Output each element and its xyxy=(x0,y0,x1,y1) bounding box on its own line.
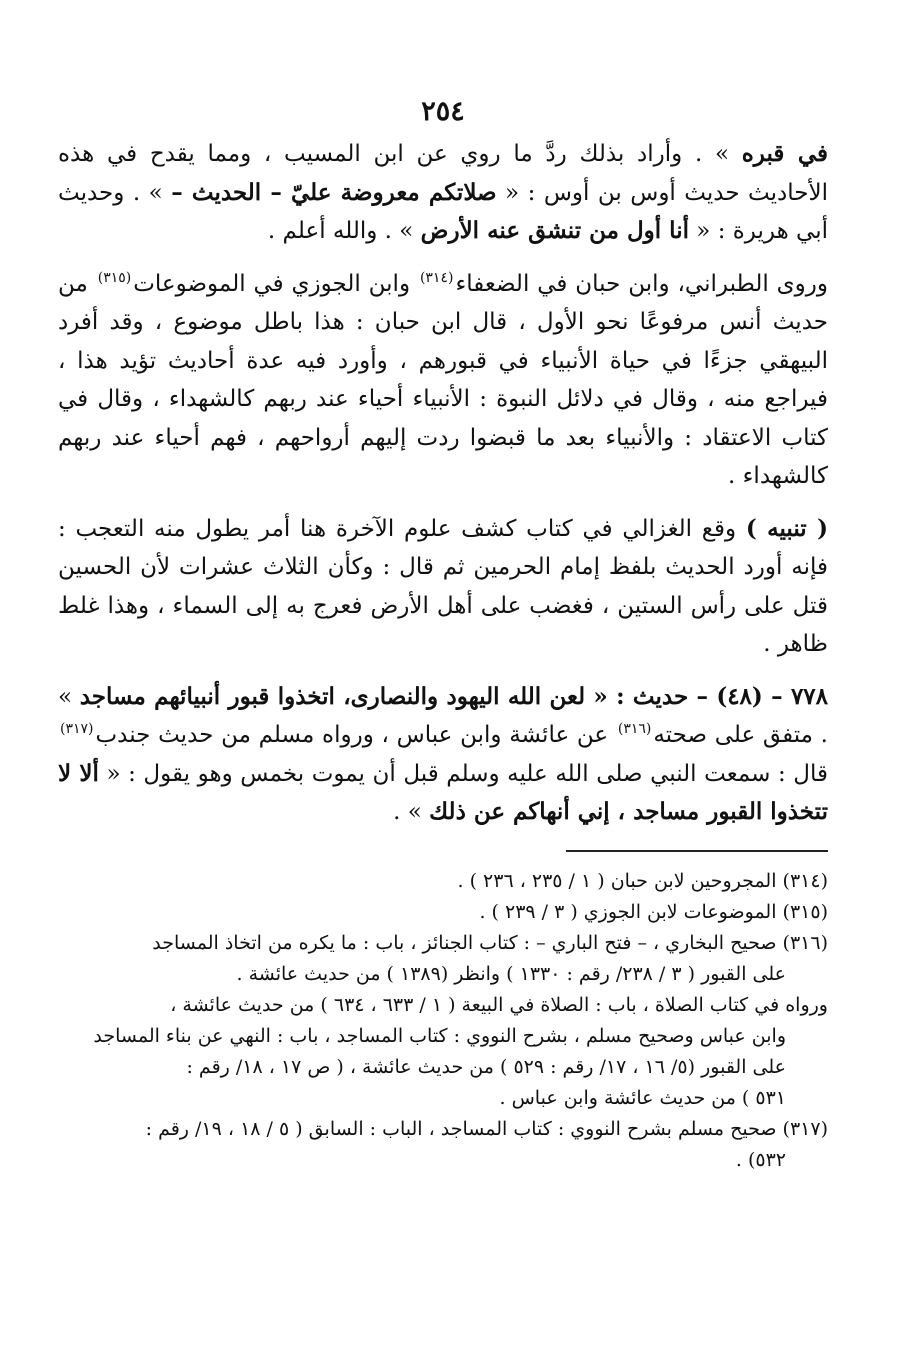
paragraph-2 xyxy=(58,265,828,496)
footnote-ref-317: (٣١٧) xyxy=(60,721,94,738)
paragraph-3 xyxy=(58,510,828,664)
hadith-quote: ألا لا تتخذوا القبور مساجد ، إني أنهاكم عن ذلك xyxy=(58,759,828,825)
text-run: من حديث أنس مرفوعًا نحو الأول ، قال ابن حبان : هذا باطل موضوع ، وقد أفرد البيهقي جزءًا في حياة الأنبياء في قبورهم ، وأورد فيه عدة أحاديث تؤيد هذا ، فيراجع منه ، وقال في دلائل النبوة : الأنبياء أحياء عند ربهم كالشهداء ، وقال في كتاب الاعتقاد : والأنبياء بعد ما قبضوا ردت إليهم أرواحهم ، فهم أحياء عند ربهم كالشهداء . xyxy=(58,270,828,489)
footnote-line: على القبور (٥/ ١٦ ، ١٧/ رقم : ٥٢٩ ) من حديث عائشة ، ( ص ١٧ ، ١٨/ رقم : xyxy=(186,1055,786,1078)
hadith-quote: أنا أول من تنشق عنه الأرض xyxy=(420,217,689,244)
footnote-ref-316: (٣١٦) xyxy=(617,721,652,738)
footnote-line: ورواه في كتاب الصلاة ، باب : الصلاة في البيعة ( ١ / ٦٣٣ ، ٦٣٤ ) من حديث عائشة ، xyxy=(170,993,828,1016)
footnote-ref-314: (٣١٤) xyxy=(419,269,454,286)
text-run: » . والله أعلم . xyxy=(267,218,421,244)
footnotes xyxy=(58,866,828,1176)
text-run: » . وأراد بذلك ردَّ ما روي عن ابن المسيب ، ومما يقدح في هذه الأحاديث حديث أوس بن أوس : « xyxy=(58,141,828,206)
paragraph-1 xyxy=(58,135,828,251)
page-number: ٢٥٤ xyxy=(421,96,465,127)
phrase-bold: في قبره xyxy=(741,140,828,167)
footnote-ref-315: (٣١٥) xyxy=(97,269,132,286)
footnote-line: (٣١٧) صحيح مسلم بشرح النووي : كتاب المساجد ، الباب : السابق ( ٥ / ١٨ ، ١٩/ رقم : xyxy=(145,1117,828,1140)
footnote-line: ٥٣١ ) من حديث عائشة وابن عباس . xyxy=(499,1086,786,1109)
hadith-quote: صلاتكم معروضة عليّ – الحديث – xyxy=(171,178,497,206)
footnote-line: (٣١٦) صحيح البخاري ، – فتح الباري – : كتاب الجنائز ، باب : ما يكره من اتخاذ المساجد xyxy=(152,931,828,954)
text-run: وقع الغزالي في كتاب كشف علوم الآخرة هنا أمر يطول منه التعجب : فإنه أورد الحديث بلفظ إمام الحرمين ثم قال : وكأن الثلاث عشرات لأن الحسين قتل على رأس الستين ، فغضب على أهل الأرض فعرج به إلى السماء ، وهذا غلط ظاهر . xyxy=(58,515,828,657)
footnote-line: وابن عباس وصحيح مسلم ، بشرح النووي : كتاب المساجد ، باب : النهي عن بناء المساجد xyxy=(93,1024,786,1047)
footnote-separator xyxy=(566,850,828,852)
text-run: قال : سمعت النبي صلى الله عليه وسلم قبل أن يموت بخمس وهو يقول : « xyxy=(98,760,828,787)
footnote-line: (٣١٤) المجروحين لابن حبان ( ١ / ٢٣٥ ، ٢٣٦ ) . xyxy=(457,869,828,892)
text-run: » . وحديث أبي هريرة : « xyxy=(58,179,828,244)
text-run: » . xyxy=(393,799,430,825)
text-run: عن عائشة وابن عباس ، ورواه مسلم من حديث جندب xyxy=(95,722,616,748)
text-run: وابن الجوزي في الموضوعات xyxy=(133,270,418,297)
hadith-heading: ٧٧٨ – (٤٨) – حديث : « لعن الله اليهود والنصارى، اتخذوا قبور أنبيائهم مساجد xyxy=(79,682,828,710)
footnote-line: ٥٣٢) . xyxy=(735,1148,786,1171)
footnote-line: على القبور ( ٣ / ٢٣٨/ رقم : ١٣٣٠ ) وانظر (١٣٨٩ ) من حديث عائشة . xyxy=(236,962,786,985)
text-run: وروى الطبراني، وابن حبان في الضعفاء xyxy=(455,270,828,297)
note-label: ( تنبيه ) xyxy=(745,514,828,542)
paragraph-4 xyxy=(58,678,828,832)
text-run: » . متفق على صحته xyxy=(58,683,828,748)
footnote-line: (٣١٥) الموضوعات لابن الجوزي ( ٣ / ٢٣٩ ) . xyxy=(479,900,828,923)
